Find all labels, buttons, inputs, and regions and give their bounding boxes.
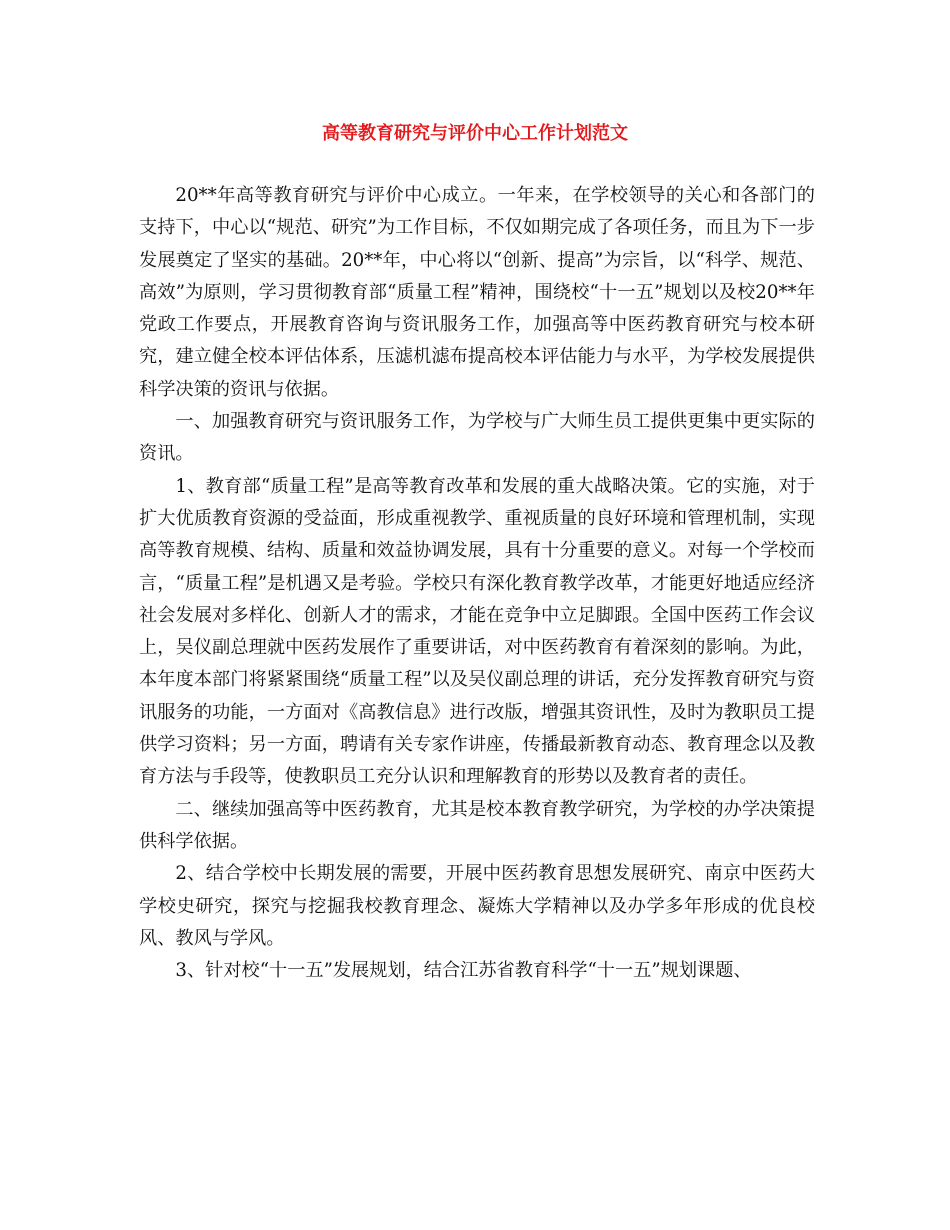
document-body	[139, 180, 815, 987]
paragraph-item-3: 3、针对校“十一五”发展规划，结合江苏省教育科学“十一五”规划课题、	[175, 960, 752, 982]
paragraph-item-2: 2、结合学校中长期发展的需要，开展中医药教育思想发展研究、南京中医药大学校史研究，探究与挖掘我校教育理念、凝炼大学精神以及办学多年形成的优良校风、教风与学风。	[139, 863, 815, 949]
document-title: 高等教育研究与评价中心工作计划范文	[322, 123, 628, 144]
paragraph-section-one-heading: 一、加强教育研究与资讯服务工作，为学校与广大师生员工提供更集中更实际的资讯。	[139, 411, 815, 465]
paragraph-section-two-heading: 二、继续加强高等中医药教育，尤其是校本教育教学研究，为学校的办学决策提供科学依据。	[139, 798, 815, 852]
paragraph-item-1: 1、教育部“质量工程”是高等教育改革和发展的重大战略决策。它的实施，对于扩大优质教育资源的受益面，形成重视教学、重视质量的良好环境和管理机制，实现高等教育规模、结构、质量和效益协调发展，具有十分重要的意义。对每一个学校而言，“质量工程”是机遇又是考验。学校只有深化教育教学改革，才能更好地适应经济社会发展对多样化、创新人才的需求，才能在竞争中立足脚跟。全国中医药工作会议上，吴仪副总理就中医药发展作了重要讲话，对中医药教育有着深刻的影响。为此，本年度本部门将紧紧围绕“质量工程”以及吴仪副总理的讲话，充分发挥教育研究与资讯服务的功能，一方面对《高教信息》进行改版，增强其资讯性，及时为教职员工提供学习资料；另一方面，聘请有关专家作讲座，传播最新教育动态、教育理念以及教育方法与手段等，使教职员工充分认识和理解教育的形势以及教育者的责任。	[139, 475, 815, 788]
paragraph-intro: 20**年高等教育研究与评价中心成立。一年来，在学校领导的关心和各部门的支持下，中心以“规范、研究”为工作目标，不仅如期完成了各项任务，而且为下一步发展奠定了坚实的基础。20**年，中心将以“创新、提高”为宗旨，以“科学、规范、高效”为原则，学习贯彻教育部“质量工程”精神，围绕校“十一五”规划以及校20**年党政工作要点，开展教育咨询与资讯服务工作，加强高等中医药教育研究与校本研究，建立健全校本评估体系，压滤机滤布提高校本评估能力与水平，为学校发展提供科学决策的资讯与依据。	[139, 185, 815, 400]
